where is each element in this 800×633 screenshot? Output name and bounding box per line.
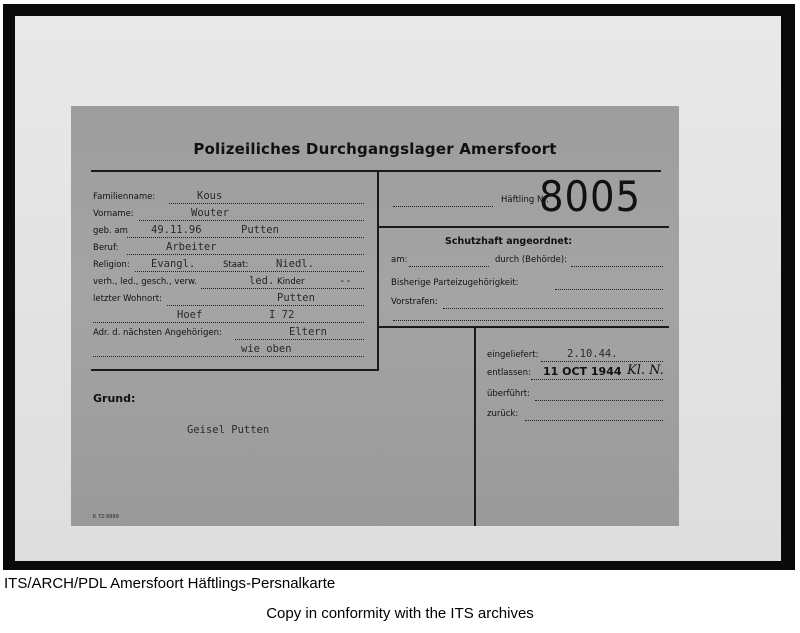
middle-vertical-rule xyxy=(474,326,476,526)
schutzhaft-am-line xyxy=(409,266,489,267)
archive-caption: ITS/ARCH/PDL Amersfoort Häftlings-Persnalkarte xyxy=(4,575,336,592)
partei-label: Bisherige Parteizugehörigkeit: xyxy=(391,278,519,288)
vorstrafen-line xyxy=(443,308,663,309)
zurueck-line xyxy=(525,420,663,421)
eingeliefert-value: 2.10.44. xyxy=(567,348,618,360)
strasse-line xyxy=(93,322,364,323)
beruf-value: Arbeiter xyxy=(166,241,217,253)
religion-line xyxy=(135,271,364,272)
kinder-label: Kinder xyxy=(277,277,305,287)
kinder-value: -- xyxy=(339,275,352,287)
staat-label: Staat: xyxy=(223,260,249,270)
schutzhaft-heading: Schutzhaft angeordnet: xyxy=(445,236,573,247)
form-code: K 72-9999 xyxy=(93,514,119,520)
prisoner-card xyxy=(71,106,679,526)
stand-label: verh., led., gesch., verw. xyxy=(93,277,198,287)
religion-label: Religion: xyxy=(93,260,130,270)
conformity-caption: Copy in conformity with the ITS archives xyxy=(266,605,534,622)
haeftling-number: 8005 xyxy=(539,172,642,221)
haeftling-label: Häftling Nr. xyxy=(501,195,549,205)
vorstrafen-line-2 xyxy=(393,320,663,321)
angehoerige-value-2: wie oben xyxy=(241,343,292,355)
beruf-label: Beruf: xyxy=(93,243,119,253)
left-box-bottom-rule xyxy=(91,369,379,371)
entlassen-date-stamp: 11 OCT 1944 xyxy=(543,365,622,378)
schutzhaft-durch-line xyxy=(571,266,663,267)
photo-frame xyxy=(3,4,795,570)
angehoerige-line-2 xyxy=(93,356,364,357)
eingeliefert-label: eingeliefert: xyxy=(487,350,539,360)
entlassen-label: entlassen: xyxy=(487,368,531,378)
familienname-line xyxy=(169,203,364,204)
wohnort-label: letzter Wohnort: xyxy=(93,294,162,304)
angehoerige-line xyxy=(235,339,364,340)
vorname-line xyxy=(139,220,364,221)
ueberfuehrt-line xyxy=(535,400,663,401)
entlassen-line xyxy=(531,379,663,380)
geb-place-value: Putten xyxy=(241,224,279,236)
vorname-value: Wouter xyxy=(191,207,229,219)
hausnummer-value: I 72 xyxy=(269,309,295,321)
grund-value: Geisel Putten xyxy=(187,424,270,436)
schutzhaft-am-label: am: xyxy=(391,255,408,265)
geb-am-value: 49.11.96 xyxy=(151,224,202,236)
stand-value: led. xyxy=(249,275,275,287)
grund-label: Grund: xyxy=(93,392,136,405)
religion-value: Evangl. xyxy=(151,258,196,270)
photo-paper xyxy=(15,16,781,561)
angehoerige-value: Eltern xyxy=(289,326,327,338)
vorstrafen-label: Vorstrafen: xyxy=(391,297,438,307)
schutzhaft-bottom-rule xyxy=(379,326,669,328)
card-title: Polizeiliches Durchgangslager Amersfoort xyxy=(193,140,557,158)
beruf-line xyxy=(127,254,364,255)
entlassen-handwritten-note: Kl. N. xyxy=(627,363,664,378)
familienname-value: Kous xyxy=(197,190,223,202)
geb-am-line xyxy=(127,237,364,238)
strasse-value: Hoef xyxy=(177,309,203,321)
haeftling-line xyxy=(393,206,493,207)
eingeliefert-line xyxy=(541,361,663,362)
vorname-label: Vorname: xyxy=(93,209,134,219)
wohnort-line xyxy=(167,305,364,306)
partei-line xyxy=(555,289,663,290)
wohnort-value: Putten xyxy=(277,292,315,304)
geb-am-label: geb. am xyxy=(93,226,128,236)
left-box-right-rule xyxy=(377,170,379,370)
zurueck-label: zurück: xyxy=(487,409,519,419)
angehoerige-label: Adr. d. nächsten Angehörigen: xyxy=(93,328,222,338)
number-underline xyxy=(379,226,669,228)
stand-line xyxy=(201,288,364,289)
schutzhaft-durch-label: durch (Behörde): xyxy=(495,255,567,265)
ueberfuehrt-label: überführt: xyxy=(487,389,530,399)
staat-value: Niedl. xyxy=(276,258,314,270)
familienname-label: Familienname: xyxy=(93,192,156,202)
